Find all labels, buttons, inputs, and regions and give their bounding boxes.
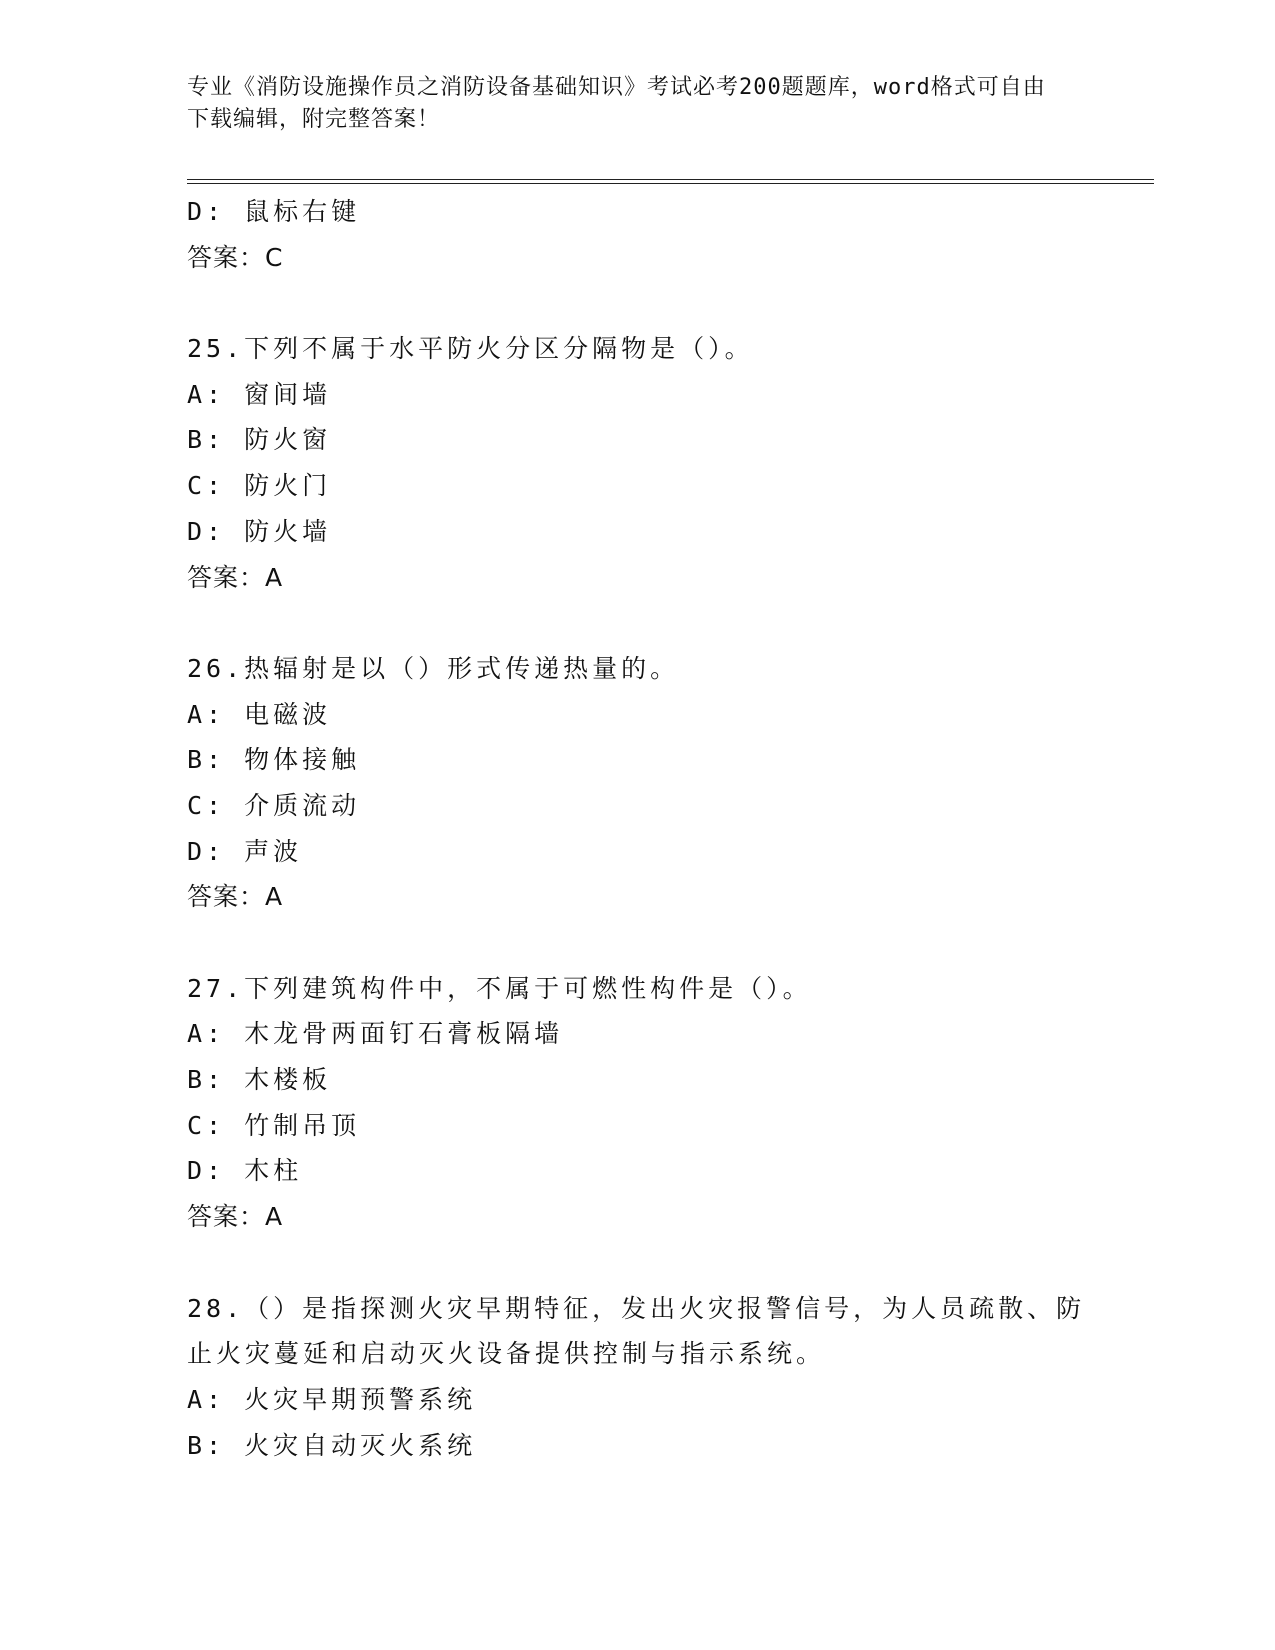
answer: 答案：A	[187, 882, 284, 912]
question-stem: 26.热辐射是以（）形式传递热量的。	[187, 653, 680, 683]
option-a: A: 木龙骨两面钉石膏板隔墙	[187, 1019, 564, 1049]
option-d: D: 防火墙	[187, 516, 332, 546]
question-stem: 27.下列建筑构件中，不属于可燃性构件是（）。	[187, 973, 812, 1003]
question-27	[187, 966, 1087, 1240]
option-c: C: 介质流动	[187, 790, 361, 820]
option-b: B: 防火窗	[187, 425, 332, 455]
option-b: B: 火灾自动灭火系统	[187, 1430, 477, 1460]
answer: 答案：A	[187, 562, 284, 592]
header-divider-top	[187, 179, 1154, 180]
option-b: B: 物体接触	[187, 745, 361, 775]
option-c: C: 防火门	[187, 471, 332, 501]
answer: 答案：A	[187, 1202, 284, 1232]
option-b: B: 木楼板	[187, 1065, 332, 1095]
option-d: D: 鼠标右键	[187, 197, 361, 226]
spacer	[187, 280, 1087, 326]
option-c: C: 竹制吊顶	[187, 1110, 361, 1140]
option-a: A: 电磁波	[187, 699, 332, 729]
option-a: A: 窗间墙	[187, 379, 332, 409]
question-25	[187, 326, 1087, 600]
answer: 答案：C	[187, 242, 284, 272]
page-header: 专业《消防设施操作员之消防设备基础知识》考试必考200题题库，word格式可自由下载编辑，附完整答案！	[187, 75, 1046, 132]
option-d: D: 声波	[187, 836, 303, 866]
question-list	[187, 189, 1087, 1468]
question-26	[187, 646, 1087, 920]
question-28	[187, 1286, 1087, 1469]
spacer	[187, 1240, 1087, 1286]
option-d: D: 木柱	[187, 1156, 303, 1186]
option-a: A: 火灾早期预警系统	[187, 1384, 477, 1414]
question-stem: 25.下列不属于水平防火分区分隔物是（）。	[187, 334, 754, 364]
header-divider-bottom	[187, 183, 1154, 184]
question-stem: 28.（）是指探测火灾早期特征，发出火灾报警信号，为人员疏散、防止火灾蔓延和启动灭火设备提供控制与指示系统。	[187, 1293, 1086, 1369]
spacer	[187, 920, 1087, 966]
spacer	[187, 600, 1087, 646]
